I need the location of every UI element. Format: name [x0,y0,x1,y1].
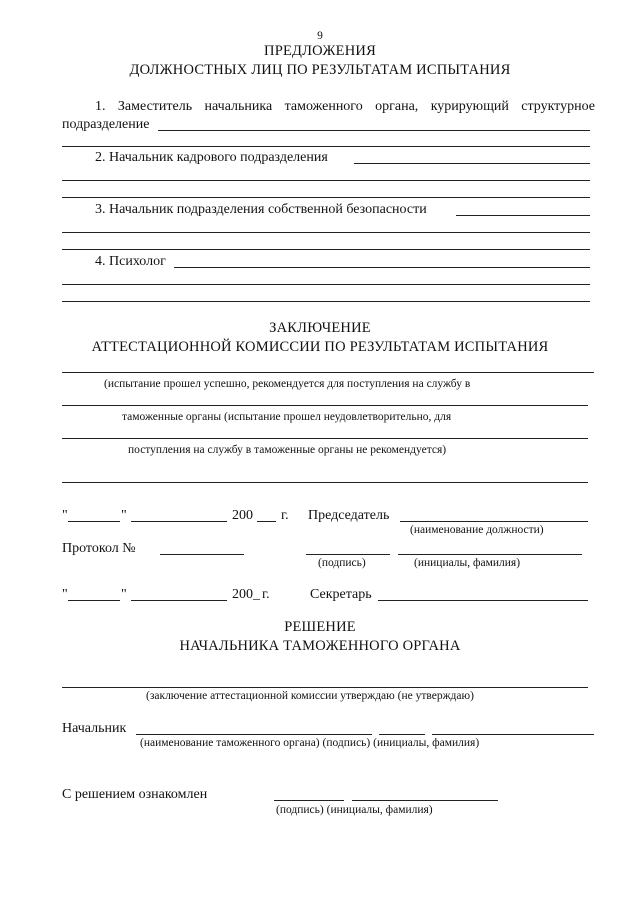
proposal-item-3-extra-line-1[interactable] [62,232,590,233]
conclusion-hint-line2: таможенные органы (испытание прошел неудовлетворительно, для [122,411,452,423]
chairman-label: Председатель [308,508,390,523]
chief-signature-field[interactable] [379,734,425,735]
proposal-item-2-text: 2. Начальник кадрового подразделения [95,150,328,165]
chairman-signature-caption: (подпись) [318,557,366,569]
chief-initials-field[interactable] [432,734,594,735]
chairman-date-month-field[interactable] [131,521,227,522]
proposal-item-1-field[interactable] [158,130,590,131]
conclusion-hint-line3: поступления на службу в таможенные органы не рекомендуется) [128,444,447,456]
decision-field[interactable] [62,687,588,688]
proposal-item-4-extra-line-1[interactable] [62,284,590,285]
conclusion-field-3[interactable] [62,438,588,439]
chairman-date-quote-close: " [121,508,127,523]
chief-label: Начальник [62,721,127,736]
conclusion-hint-line1: (испытание прошел успешно, рекомендуется для поступления на службу в [104,378,471,390]
conclusion-field-4[interactable] [62,482,588,483]
acquainted-caption: (подпись) (инициалы, фамилия) [276,804,433,816]
proposal-item-1-continuation: подразделение [62,117,150,132]
acquainted-signature-field[interactable] [274,800,344,801]
proposal-item-2-field[interactable] [354,163,590,164]
proposals-title-line2: ДОЛЖНОСТНЫХ ЛИЦ ПО РЕЗУЛЬТАТАМ ИСПЫТАНИЯ [129,62,511,78]
chief-caption: (наименование таможенного органа) (подпись) (инициалы, фамилия) [140,737,480,749]
secretary-label: Секретарь [310,587,372,602]
proposal-item-4-field[interactable] [174,267,590,268]
decision-title-line2: НАЧАЛЬНИКА ТАМОЖЕННОГО ОРГАНА [179,638,461,654]
chairman-date-year: 200 [232,508,253,523]
conclusion-title-line2: АТТЕСТАЦИОННОЙ КОМИССИИ ПО РЕЗУЛЬТАТАМ ИСПЫТАНИЯ [91,339,549,355]
chairman-date-year-field[interactable] [257,521,276,522]
chairman-signature-field[interactable] [306,554,390,555]
proposal-item-4-extra-line-2[interactable] [62,301,590,302]
conclusion-field-2[interactable] [62,405,588,406]
acquainted-label: С решением ознакомлен [62,787,208,802]
proposal-item-2-extra-line-2[interactable] [62,197,590,198]
conclusion-field-1[interactable] [62,372,594,373]
secretary-date-day-field[interactable] [68,600,120,601]
acquainted-initials-field[interactable] [352,800,498,801]
decision-title-line1: РЕШЕНИЕ [284,619,356,635]
proposal-item-1-extra-line[interactable] [62,146,590,147]
proposals-title-line1: ПРЕДЛОЖЕНИЯ [264,43,376,59]
chairman-date-year-suffix: г. [281,508,289,523]
secretary-date-quote-close: " [121,587,127,602]
decision-approve-caption: (заключение аттестационной комиссии утверждаю (не утверждаю) [146,690,474,702]
proposal-item-2-extra-line-1[interactable] [62,180,590,181]
secretary-date-month-field[interactable] [131,600,227,601]
conclusion-title-line1: ЗАКЛЮЧЕНИЕ [269,320,371,336]
proposal-item-4-text: 4. Психолог [95,254,166,269]
chairman-initials-caption: (инициалы, фамилия) [414,557,521,569]
protocol-number-field[interactable] [160,554,244,555]
chief-customs-organ-field[interactable] [136,734,372,735]
chairman-date-quote-open: " [62,508,68,523]
chairman-initials-field[interactable] [398,554,582,555]
chairman-position-field[interactable] [400,521,588,522]
chairman-date-day-field[interactable] [68,521,120,522]
page-number: 9 [317,30,323,42]
proposal-item-1-text: 1. Заместитель начальника таможенного органа, курирующий структурное [95,99,595,114]
proposal-item-3-extra-line-2[interactable] [62,249,590,250]
secretary-date-quote-open: " [62,587,68,602]
proposal-item-3-field[interactable] [456,215,590,216]
secretary-date-year: 200_ [232,587,260,602]
protocol-label: Протокол № [62,541,136,556]
secretary-field[interactable] [378,600,588,601]
secretary-date-year-suffix: г. [262,587,270,602]
proposal-item-3-text: 3. Начальник подразделения собственной безопасности [95,202,427,217]
chairman-position-caption: (наименование должности) [410,524,544,536]
